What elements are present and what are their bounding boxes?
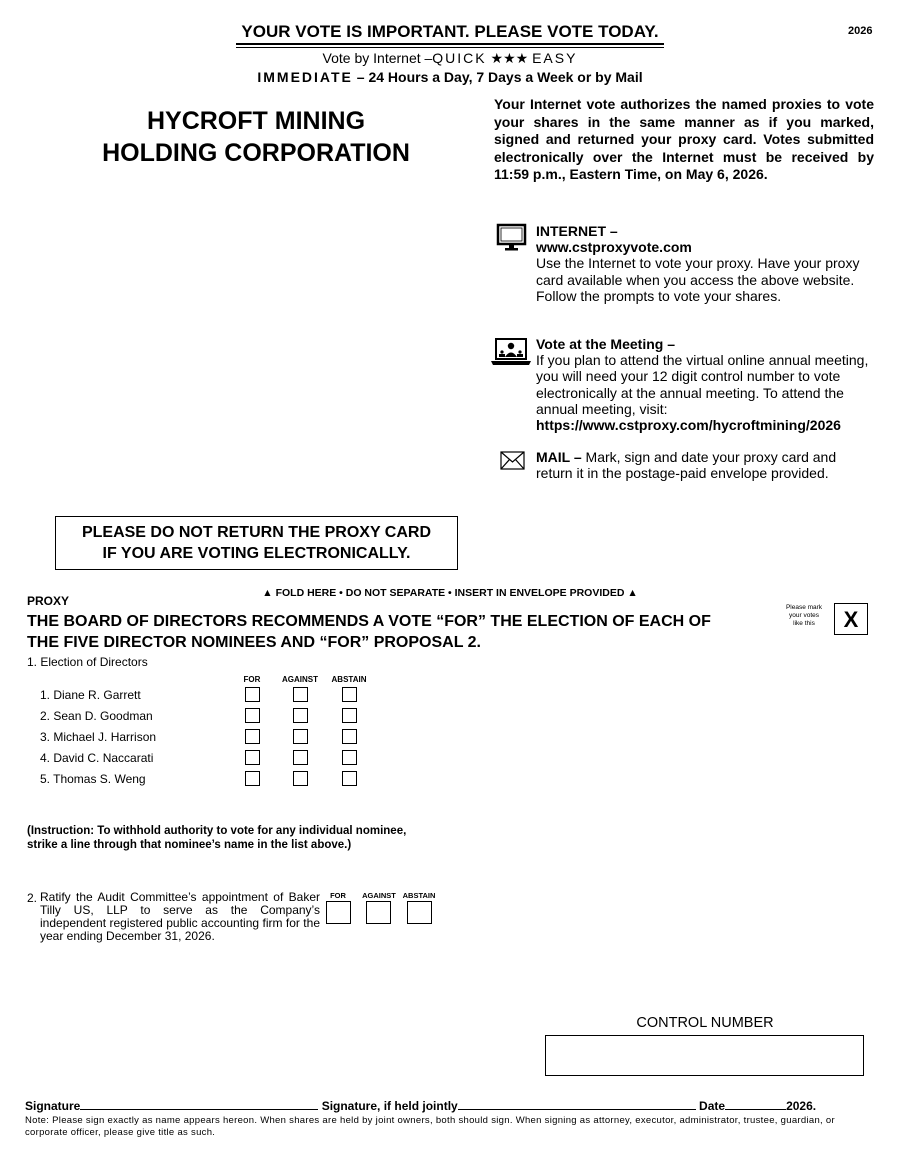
- instruction-line-2: strike a line through that nominee’s name in the list above.): [27, 839, 352, 851]
- internet-option: [536, 223, 876, 304]
- mail-option-title: MAIL –: [536, 449, 582, 465]
- date-year-suffix: 2026.: [786, 1099, 817, 1113]
- nominee-5-abstain-checkbox[interactable]: [342, 771, 357, 786]
- nominee-3-against-checkbox[interactable]: [293, 729, 308, 744]
- fold-instruction: ▲ FOLD HERE • DO NOT SEPARATE • INSERT IN ENVELOPE PROVIDED ▲: [262, 587, 638, 599]
- withhold-instruction: [27, 824, 467, 852]
- p1-abstain-header: ABSTAIN: [331, 675, 367, 684]
- signature-note: Note: Please sign exactly as name appears hereon. When shares are held by joint owners, both should sign. When signing as attorney, executor, administrator, trustee, guardian, or corporate officer, please give title as such.: [25, 1115, 835, 1138]
- nominee-2-for-checkbox[interactable]: [245, 708, 260, 723]
- proposal-2-number: 2.: [27, 891, 38, 905]
- hours-text: – 24 Hours a Day, 7 Days a Week or by Mail: [356, 69, 643, 85]
- control-number-label: CONTROL NUMBER: [636, 1015, 774, 1031]
- signature-field[interactable]: [80, 1100, 318, 1110]
- election-of-directors-title: 1. Election of Directors: [27, 655, 148, 669]
- computer-monitor-icon: [496, 223, 528, 258]
- joint-signature-field[interactable]: [458, 1100, 696, 1110]
- nominee-4-against-checkbox[interactable]: [293, 750, 308, 765]
- vote-important-heading: YOUR VOTE IS IMPORTANT. PLEASE VOTE TODAY.: [241, 22, 659, 41]
- notice-line-2: IF YOU ARE VOTING ELECTRONICALLY.: [102, 545, 411, 562]
- signature-label: Signature: [25, 1099, 81, 1113]
- nominee-3-for-checkbox[interactable]: [245, 729, 260, 744]
- board-recommendation: [27, 611, 777, 653]
- p2-for-header: FOR: [330, 891, 346, 900]
- nominee-1-against-checkbox[interactable]: [293, 687, 308, 702]
- company-name: [70, 105, 442, 169]
- nominee-1: 1. Diane R. Garrett: [40, 688, 141, 702]
- vote-by-internet-text: Vote by Internet –: [322, 50, 433, 66]
- meeting-option: [536, 336, 876, 433]
- year-code: 2026: [848, 25, 873, 37]
- electronic-voting-notice: [55, 516, 458, 570]
- mark-hint-line-1: Please mark: [785, 604, 823, 611]
- company-name-line-2: HOLDING CORPORATION: [102, 139, 410, 167]
- internet-voting-link[interactable]: www.cstproxyvote.com: [536, 239, 692, 256]
- signature-line: [25, 1099, 885, 1113]
- board-recommendation-line-1: THE BOARD OF DIRECTORS RECOMMENDS A VOTE “FOR” THE ELECTION OF EACH OF: [27, 613, 711, 630]
- meeting-option-text: If you plan to attend the virtual online annual meeting, you will need your 12 digit control number to vote electronically at the annual meeting. To attend the annual meeting, visit:: [536, 352, 869, 417]
- p1-against-header: AGAINST: [282, 675, 318, 684]
- proposal-2-abstain-checkbox[interactable]: [407, 901, 432, 924]
- proposal-2-text: Ratify the Audit Committee’s appointment of Baker Tilly US, LLP to serve as the Company’s independent registered public accounting firm for the year ending December 31, 2026.: [40, 890, 320, 943]
- immediate-text: IMMEDIATE: [257, 69, 353, 85]
- proposal-2-for-checkbox[interactable]: [326, 901, 351, 924]
- nominee-1-abstain-checkbox[interactable]: [342, 687, 357, 702]
- nominee-1-for-checkbox[interactable]: [245, 687, 260, 702]
- internet-option-title: INTERNET –: [536, 223, 618, 239]
- envelope-icon: [500, 451, 526, 476]
- company-name-line-1: HYCROFT MINING: [146, 107, 366, 135]
- nominee-3-abstain-checkbox[interactable]: [342, 729, 357, 744]
- mark-hint-line-2: your votes: [789, 612, 819, 619]
- notice-line-1: PLEASE DO NOT RETURN THE PROXY CARD: [81, 524, 432, 541]
- nominee-4: 4. David C. Naccarati: [40, 751, 154, 765]
- date-field[interactable]: [725, 1100, 786, 1110]
- proxy-label: PROXY: [27, 594, 70, 608]
- mark-votes-hint: [779, 604, 829, 628]
- stars-icon: ★★★: [490, 50, 529, 66]
- double-rule-divider: [236, 43, 664, 48]
- proposal-2-against-checkbox[interactable]: [366, 901, 391, 924]
- p2-against-header: AGAINST: [362, 891, 396, 900]
- internet-authorization-text: Your Internet vote authorizes the named proxies to vote your shares in the same manner as if you marked, signed and returned your proxy card. Votes submitted electronically over the Internet must be received by 11:59 p.m., Eastern Time, on May 6, 2026.: [494, 96, 874, 182]
- availability-line: [0, 69, 900, 85]
- meeting-option-title: Vote at the Meeting –: [536, 336, 675, 352]
- nominee-5-for-checkbox[interactable]: [245, 771, 260, 786]
- laptop-meeting-icon: [489, 336, 533, 373]
- mail-option-text: Mark, sign and date your proxy card and return it in the postage-paid envelope provided.: [536, 449, 837, 482]
- easy-text: EASY: [532, 50, 578, 66]
- nominee-2-abstain-checkbox[interactable]: [342, 708, 357, 723]
- board-recommendation-line-2: THE FIVE DIRECTOR NOMINEES AND “FOR” PROPOSAL 2.: [27, 634, 481, 651]
- joint-signature-label: Signature, if held jointly: [321, 1099, 458, 1113]
- control-number-box: [545, 1035, 864, 1076]
- mail-option: [536, 449, 876, 481]
- vote-methods-line: [0, 50, 900, 67]
- nominee-5: 5. Thomas S. Weng: [40, 772, 146, 786]
- nominee-4-abstain-checkbox[interactable]: [342, 750, 357, 765]
- nominee-2-against-checkbox[interactable]: [293, 708, 308, 723]
- mark-hint-line-3: like this: [793, 620, 815, 627]
- instruction-line-1: (Instruction: To withhold authority to vote for any individual nominee,: [27, 825, 407, 837]
- internet-option-text: Use the Internet to vote your proxy. Have your proxy card available when you access the above website. Follow the prompts to vote your shares.: [536, 255, 860, 304]
- p1-for-header: FOR: [243, 675, 261, 684]
- quick-text: QUICK: [432, 50, 487, 66]
- meeting-link[interactable]: https://www.cstproxy.com/hycroftmining/2026: [536, 417, 841, 434]
- date-label: Date: [699, 1099, 726, 1113]
- nominee-4-for-checkbox[interactable]: [245, 750, 260, 765]
- nominee-5-against-checkbox[interactable]: [293, 771, 308, 786]
- p2-abstain-header: ABSTAIN: [402, 891, 436, 900]
- nominee-3: 3. Michael J. Harrison: [40, 730, 157, 744]
- nominee-2: 2. Sean D. Goodman: [40, 709, 153, 723]
- mark-example-box: X: [834, 603, 868, 635]
